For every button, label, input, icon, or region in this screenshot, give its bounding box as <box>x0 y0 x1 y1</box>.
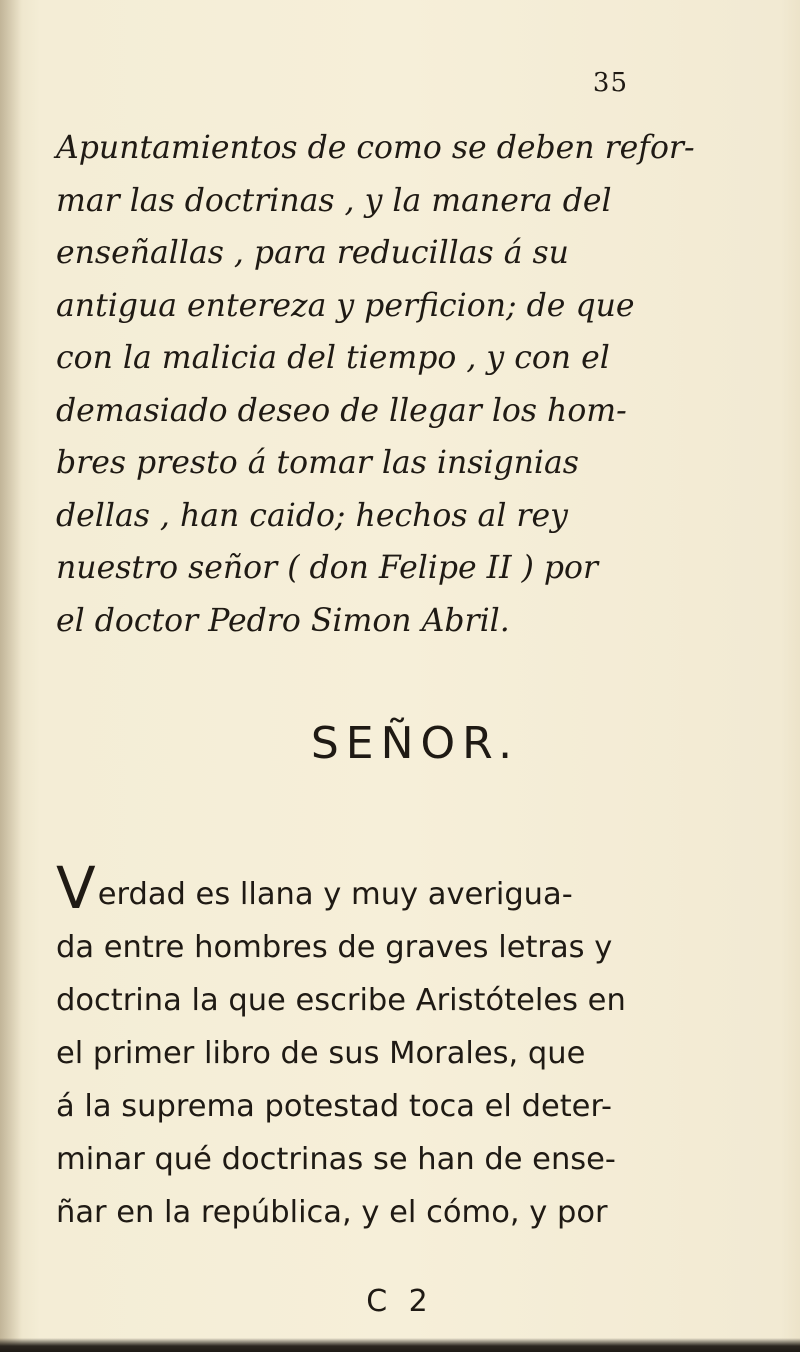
body-line: da entre hombres de graves letras y <box>56 930 613 965</box>
heading-line: enseñallas , para reducillas á su <box>56 235 569 271</box>
heading-line: nuestro señor ( don Felipe II ) por <box>56 550 599 586</box>
heading-line: mar las doctrinas , y la manera del <box>56 182 612 219</box>
body-text <box>56 854 756 1239</box>
signature-mark: C 2 <box>366 1284 434 1319</box>
body-line: el primer libro de sus Morales, que <box>56 1036 586 1071</box>
body-line-first <box>56 854 756 922</box>
heading-line: con la malicia del tiempo , y con el <box>56 340 610 376</box>
page-bottom-edge <box>0 1338 800 1352</box>
heading-line: bres presto á tomar las insignias <box>56 445 579 481</box>
body-line: minar qué doctrinas se han de ense- <box>56 1142 616 1177</box>
spine-shadow <box>0 0 22 1352</box>
chapter-heading <box>56 122 756 647</box>
salutation: SEÑOR. <box>310 718 520 769</box>
heading-line: Apuntamientos de como se deben refor- <box>56 130 695 166</box>
heading-line: demasiado deseo de llegar los hom- <box>56 392 627 429</box>
body-line: doctrina la que escribe Aristóteles en <box>56 983 626 1018</box>
body-line: á la suprema potestad toca el deter- <box>56 1089 613 1124</box>
heading-line: dellas , han caido; hechos al rey <box>56 497 568 534</box>
drop-cap: V <box>56 854 96 922</box>
heading-line: el doctor Pedro Simon Abril. <box>56 602 510 639</box>
page-number: 35 <box>592 68 628 98</box>
first-line-text: erdad es llana y muy averigua- <box>97 877 573 912</box>
heading-line: antigua entereza y perficion; de que <box>56 287 635 324</box>
body-line: ñar en la república, y el cómo, y por <box>56 1195 608 1230</box>
